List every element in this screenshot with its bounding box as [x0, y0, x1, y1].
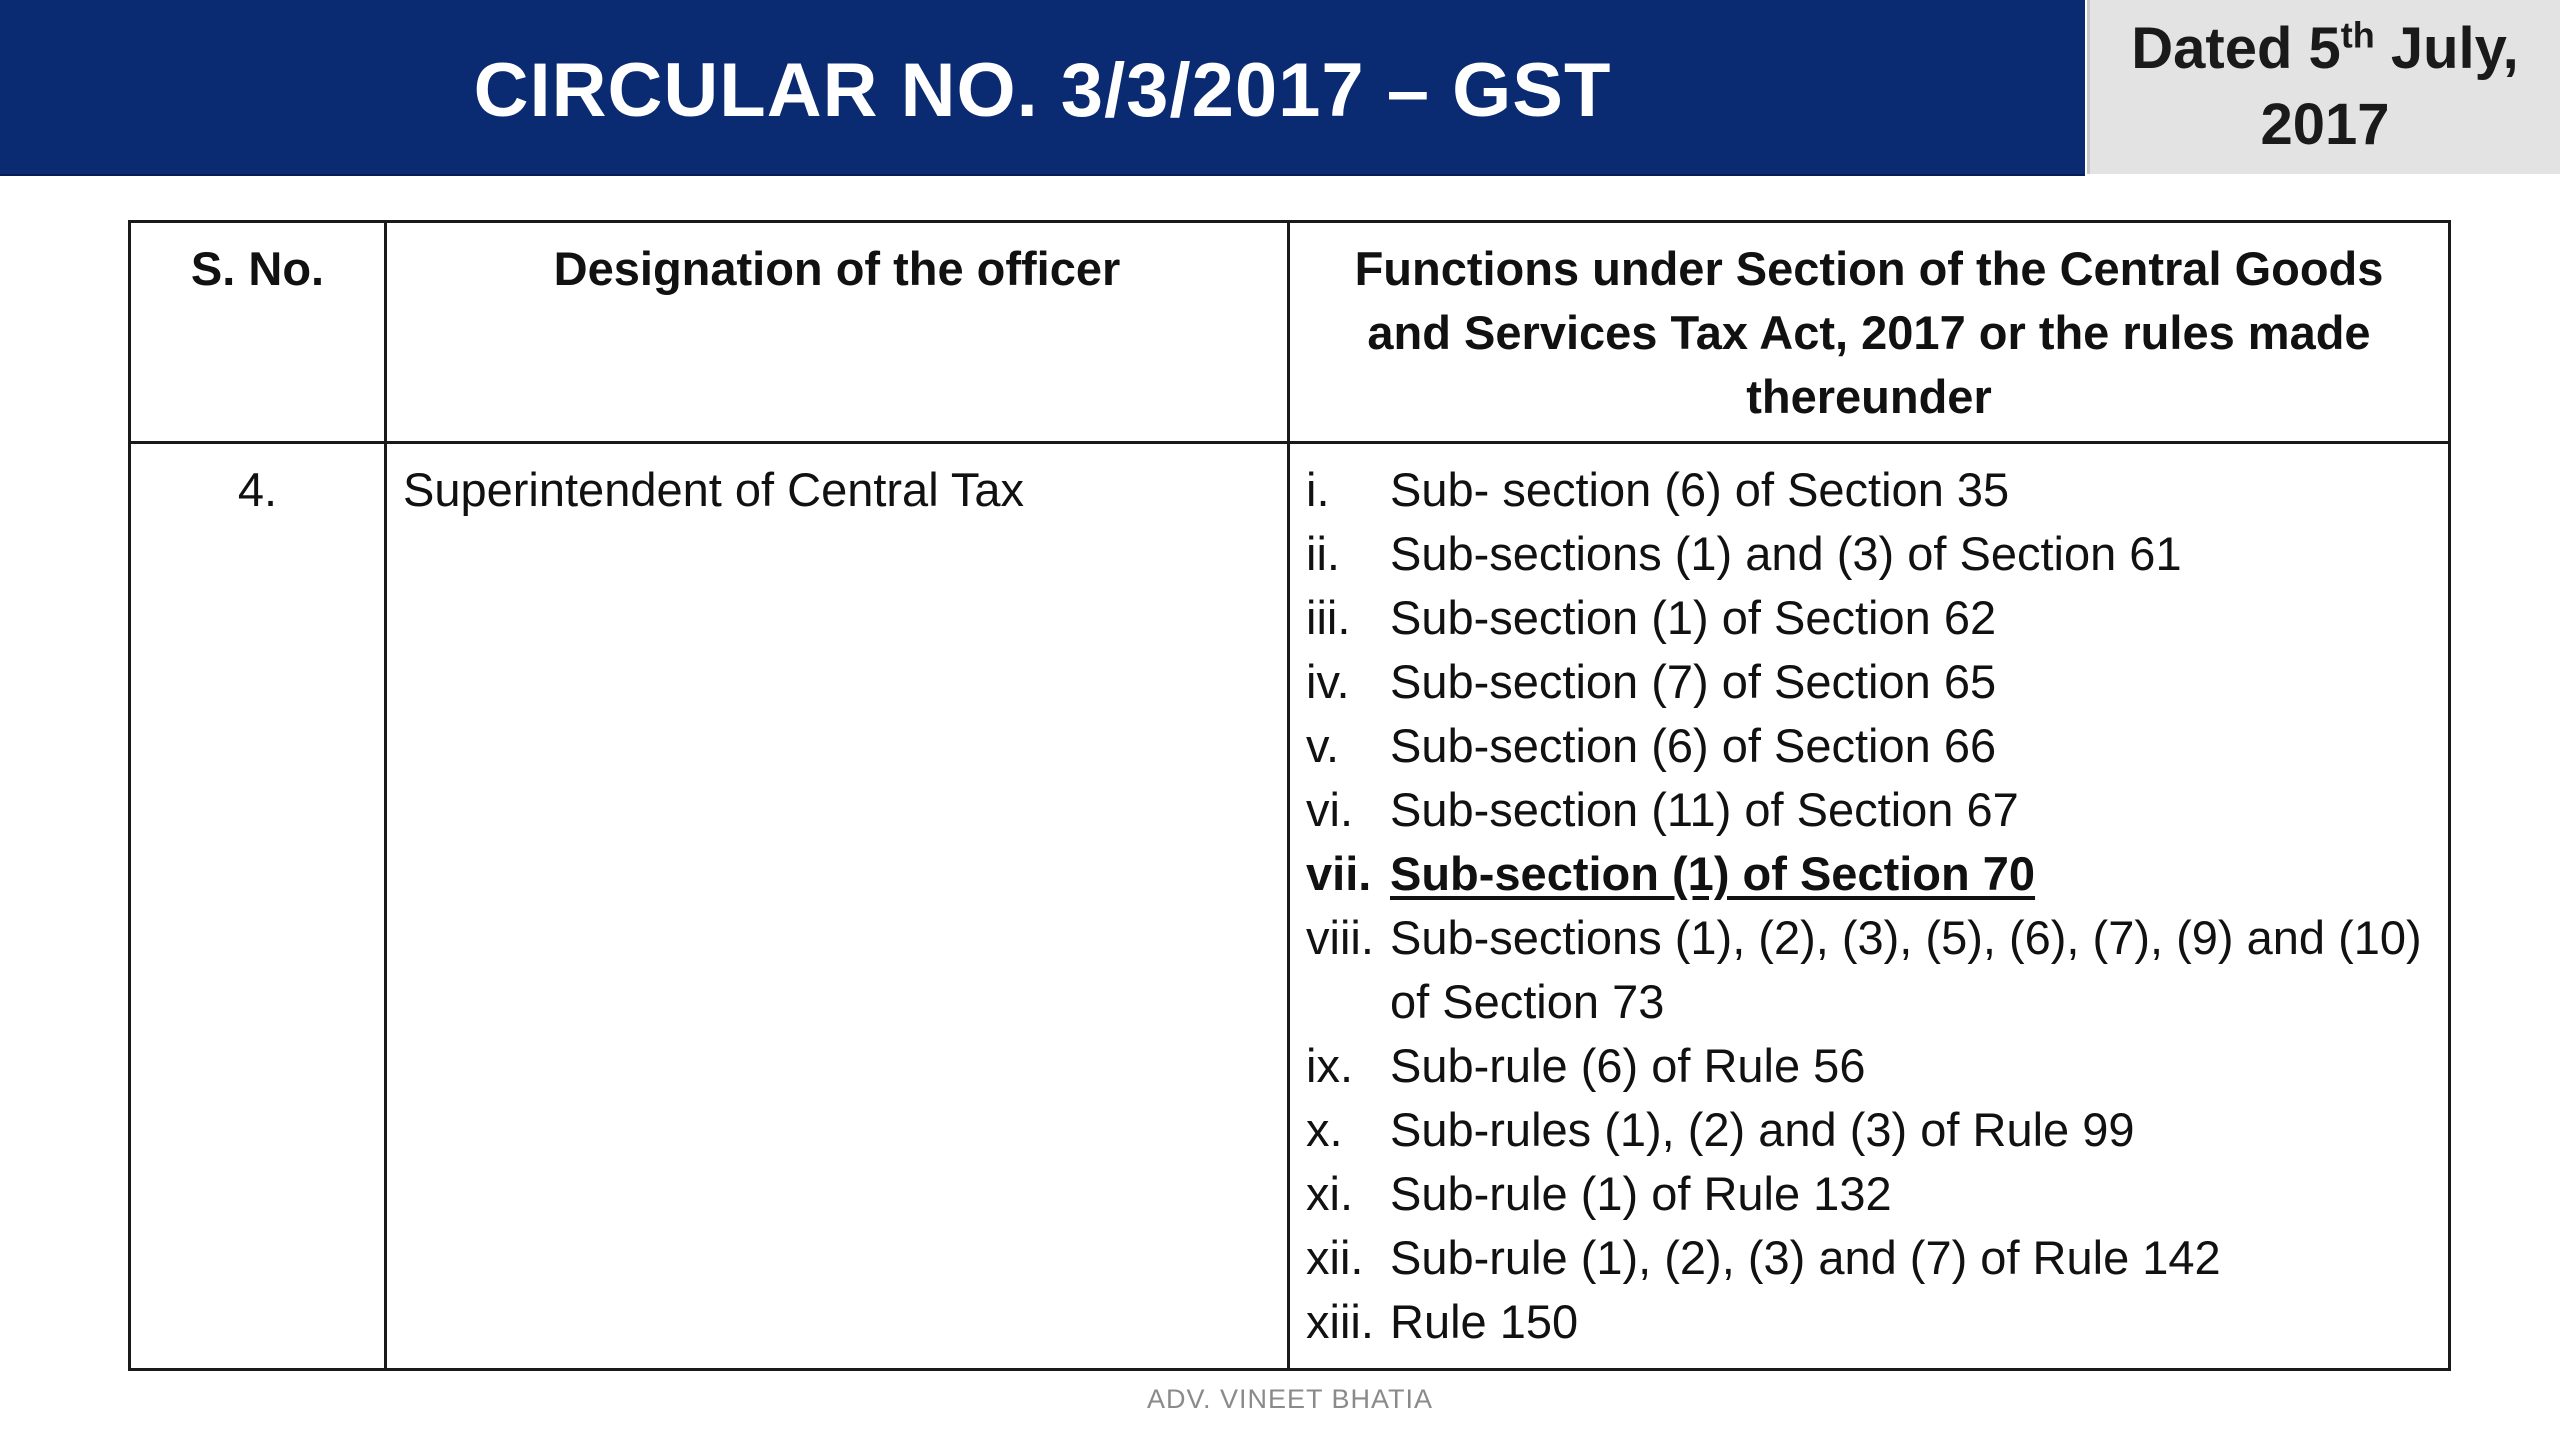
officer-functions-table — [128, 220, 2451, 1371]
date-suffix: July, — [2374, 16, 2519, 81]
functions-list — [1306, 458, 2432, 1354]
list-item-number: ix. — [1306, 1039, 1353, 1092]
date-superscript: th — [2340, 14, 2375, 56]
list-item — [1306, 714, 2432, 778]
col-header-designation: Designation of the officer — [386, 222, 1289, 443]
list-item-number: iv. — [1306, 655, 1350, 708]
list-item — [1306, 1226, 2432, 1290]
list-item — [1306, 1162, 2432, 1226]
list-item-number: v. — [1306, 719, 1340, 772]
list-item-text: Sub-section (6) of Section 66 — [1390, 719, 1997, 772]
list-item-number: i. — [1306, 463, 1330, 516]
cell-sno: 4. — [130, 443, 386, 1370]
list-item-text: Sub-section (11) of Section 67 — [1390, 783, 2019, 836]
list-item-text: Sub-section (1) of Section 70 — [1390, 847, 2036, 900]
table-header-row — [130, 222, 2450, 443]
list-item — [1306, 778, 2432, 842]
list-item-number: x. — [1306, 1103, 1343, 1156]
list-item-number: vii. — [1306, 847, 1372, 900]
date-box — [2087, 0, 2560, 174]
list-item-number: viii. — [1306, 911, 1374, 964]
list-item-text: Rule 150 — [1390, 1295, 1579, 1348]
list-item-text: Sub-sections (1), (2), (3), (5), (6), (7), (9) and (10) of Section 73 — [1390, 911, 2422, 1028]
list-item — [1306, 1098, 2432, 1162]
circular-title: CIRCULAR NO. 3/3/2017 – GST — [473, 47, 1612, 133]
list-item — [1306, 586, 2432, 650]
list-item — [1306, 650, 2432, 714]
cell-functions — [1289, 443, 2450, 1370]
footer-author: ADV. VINEET BHATIA — [1146, 1384, 1434, 1414]
list-item-text: Sub-section (7) of Section 65 — [1390, 655, 1997, 708]
list-item-number: xi. — [1306, 1167, 1353, 1220]
list-item-number: vi. — [1306, 783, 1353, 836]
list-item-text: Sub-rule (1) of Rule 132 — [1390, 1167, 1892, 1220]
list-item-text: Sub-rule (1), (2), (3) and (7) of Rule 142 — [1390, 1231, 2221, 1284]
list-item-number: xiii. — [1306, 1295, 1374, 1348]
date-prefix: Dated 5 — [2131, 16, 2341, 81]
date-year: 2017 — [2260, 92, 2390, 157]
list-item-text: Sub-sections (1) and (3) of Section 61 — [1390, 527, 2182, 580]
list-item-text: Sub-rules (1), (2) and (3) of Rule 99 — [1390, 1103, 2135, 1156]
cell-designation: Superintendent of Central Tax — [386, 443, 1289, 1370]
col-header-sno: S. No. — [130, 222, 386, 443]
list-item — [1306, 906, 2432, 1034]
list-item-number: xii. — [1306, 1231, 1364, 1284]
list-item-text: Sub-section (1) of Section 62 — [1390, 591, 1997, 644]
list-item — [1306, 458, 2432, 522]
list-item-number: iii. — [1306, 591, 1351, 644]
list-item — [1306, 842, 2432, 906]
list-item — [1306, 1034, 2432, 1098]
date-line — [2131, 11, 2518, 87]
table-row — [130, 443, 2450, 1370]
list-item — [1306, 1290, 2432, 1354]
list-item — [1306, 522, 2432, 586]
col-header-functions: Functions under Section of the Central Goods and Services Tax Act, 2017 or the rules made thereunder — [1289, 222, 2450, 443]
list-item-text: Sub- section (6) of Section 35 — [1390, 463, 2010, 516]
list-item-number: ii. — [1306, 527, 1340, 580]
title-bar — [0, 0, 2085, 176]
list-item-text: Sub-rule (6) of Rule 56 — [1390, 1039, 1866, 1092]
